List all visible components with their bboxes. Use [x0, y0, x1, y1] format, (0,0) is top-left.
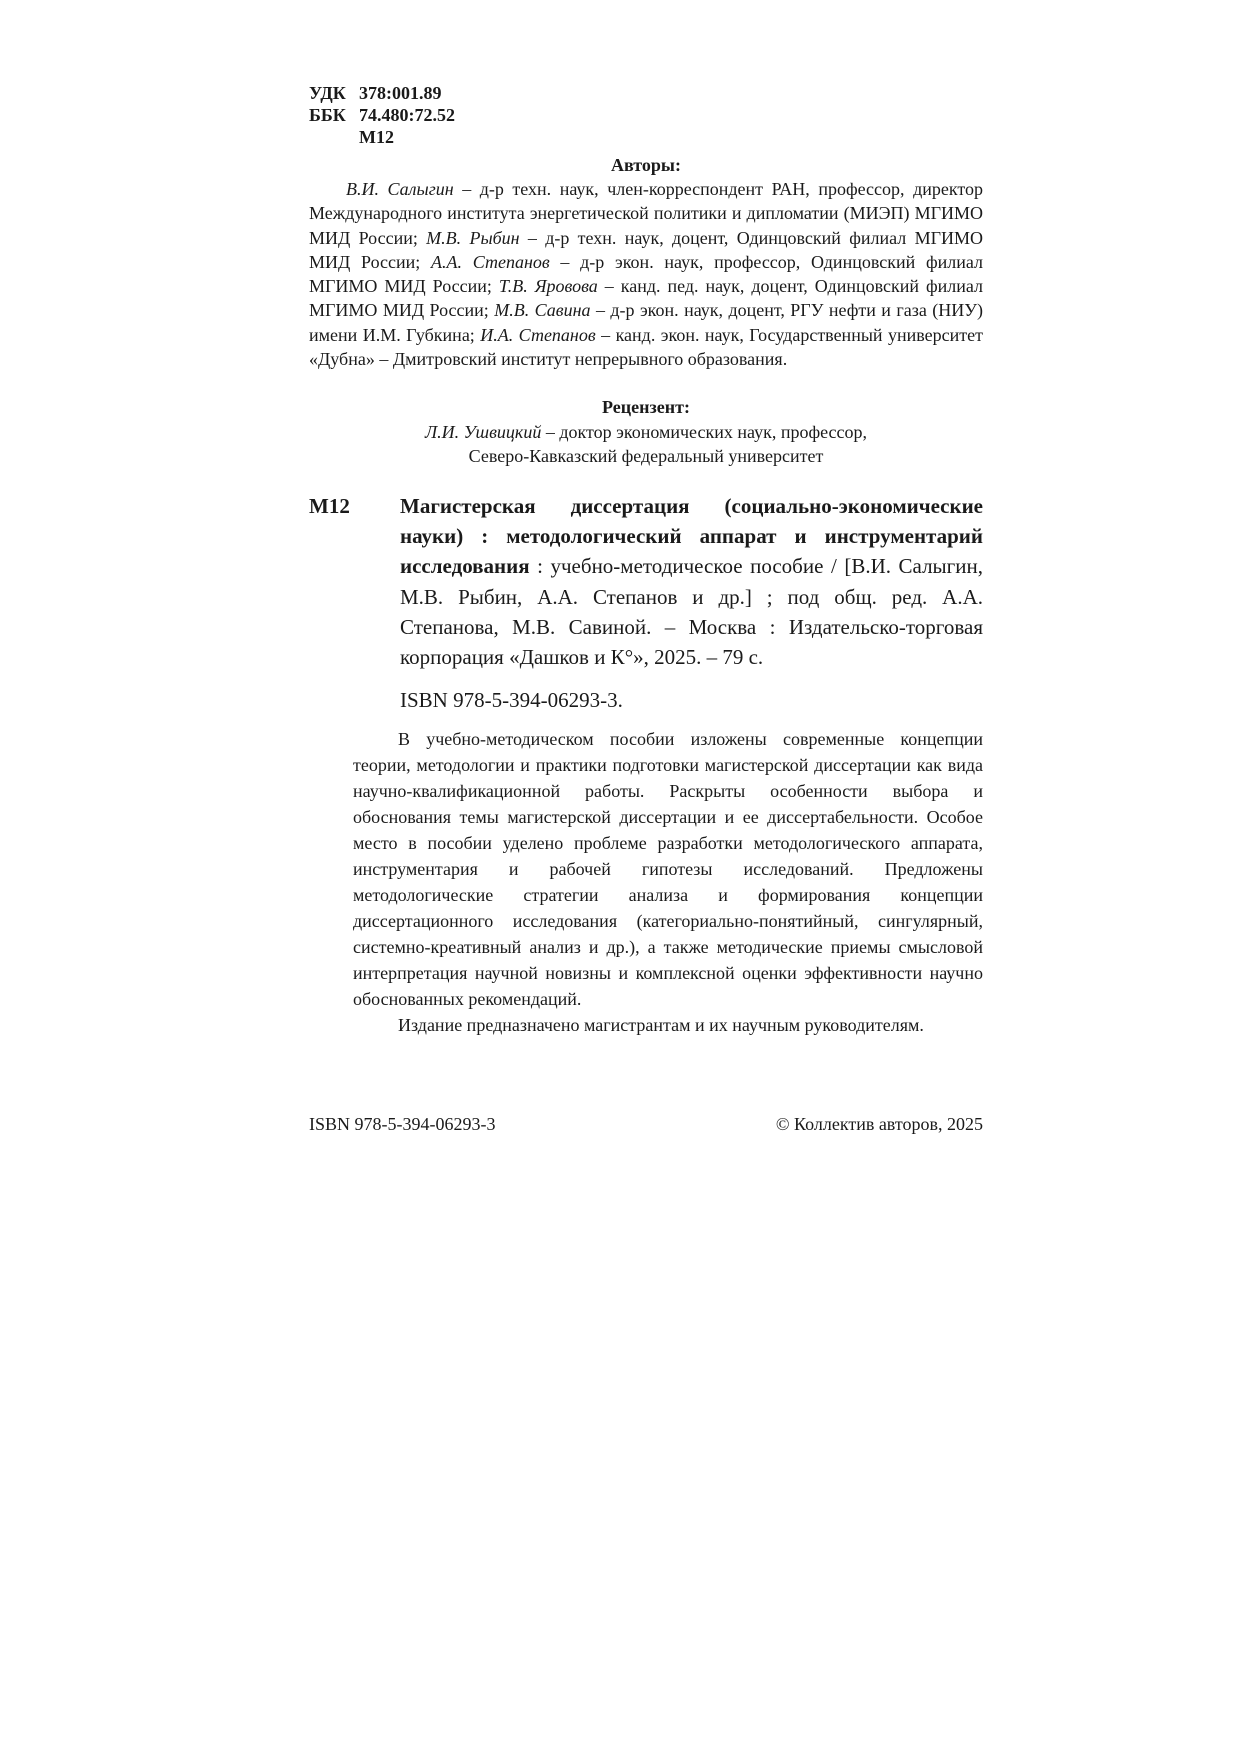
udk-value: 378:001.89	[359, 83, 442, 103]
author-name: И.А. Степанов	[480, 324, 596, 345]
author-description: – д-р техн. наук, член-корреспондент РАН, профессор, директор Международного института энергетической политики и дипломатии (МИЭП) МГИМО МИД России;	[309, 179, 983, 248]
bibliographic-details: : учебно-методическое пособие / [В.И. Салыгин, М.В. Рыбин, А.А. Степанов и др.] ; под общ. ред. А.А. Степанова, М.В. Савиной. – Москва : Издательско-торговая корпорация «Дашков и К°», 2025. – 79 с.	[400, 554, 983, 670]
annotation-paragraph: В учебно-методическом пособии изложены современные концепции теории, методологии и практики подготовки магистерской диссертации как вида научно-квалификационной работы. Раскрыты особенности выбора и обоснования темы магистерской диссертации и ее диссертабельности. Особое место в пособии уделено проблеме разработки методологического аппарата, инструментария и рабочей гипотезы исследований. Предложены методологические стратегии анализа и формирования концепции диссертационного исследования (категориально-понятийный, сингулярный, системно-креативный анализ и др.), а также методические приемы смысловой интерпретация научной новизны и комплексной оценки эффективности научно обоснованных рекомендаций.	[353, 729, 983, 1009]
author-description: – канд. пед. наук, доцент, Одинцовский филиал МГИМО МИД России;	[309, 276, 983, 321]
reviewer-description: – доктор экономических наук, профессор,	[541, 422, 868, 442]
annotation-audience: Издание предназначено магистрантам и их научным руководителям.	[398, 1015, 924, 1035]
authors-heading: Авторы:	[611, 155, 681, 175]
reviewer-block	[309, 420, 983, 468]
bbk-label: ББК	[309, 105, 346, 125]
author-description: – д-р экон. наук, профессор, Одинцовский филиал МГИМО МИД России;	[309, 251, 983, 297]
author-description: – д-р техн. наук, доцент, Одинцовский филиал МГИМО МИД России;	[309, 227, 983, 272]
author-name: Т.В. Яровова	[498, 276, 598, 297]
classification-codes	[309, 82, 455, 148]
author-name: А.А. Степанов	[430, 251, 550, 272]
reviewer-line	[309, 420, 983, 444]
footer-copyright: © Коллектив авторов, 2025	[775, 1114, 983, 1134]
author-mark-line	[309, 126, 455, 148]
udk-label: УДК	[309, 83, 346, 103]
bibliographic-description	[400, 491, 983, 672]
author-description: – канд. экон. наук, Государственный университет «Дубна» – Дмитровский институт непрерывного образования.	[309, 324, 983, 370]
bibliographic-isbn: ISBN 978-5-394-06293-3.	[400, 688, 623, 712]
footer-isbn: ISBN 978-5-394-06293-3	[309, 1114, 496, 1134]
author-mark: М12	[359, 127, 394, 147]
author-name: М.В. Рыбин	[426, 227, 520, 248]
book-title: Магистерская диссертация (социально-экономические науки) : методологический аппарат и инструментарий исследования	[400, 494, 983, 579]
bibliographic-mark: М12	[309, 494, 350, 518]
annotation	[353, 726, 983, 1038]
author-description: – д-р экон. наук, доцент, РГУ нефти и газа (НИУ) имени И.М. Губкина;	[309, 300, 983, 345]
bbk-line	[309, 104, 455, 126]
authors-list	[309, 177, 983, 371]
author-name: М.В. Савина	[494, 300, 591, 321]
reviewer-name: Л.И. Ушвицкий	[424, 422, 542, 442]
bbk-value: 74.480:72.52	[359, 105, 455, 125]
reviewer-affiliation: Северо-Кавказский федеральный университет	[468, 446, 824, 466]
reviewer-heading: Рецензент:	[602, 397, 690, 417]
author-name: В.И. Салыгин	[346, 179, 454, 199]
udk-line	[309, 82, 455, 104]
